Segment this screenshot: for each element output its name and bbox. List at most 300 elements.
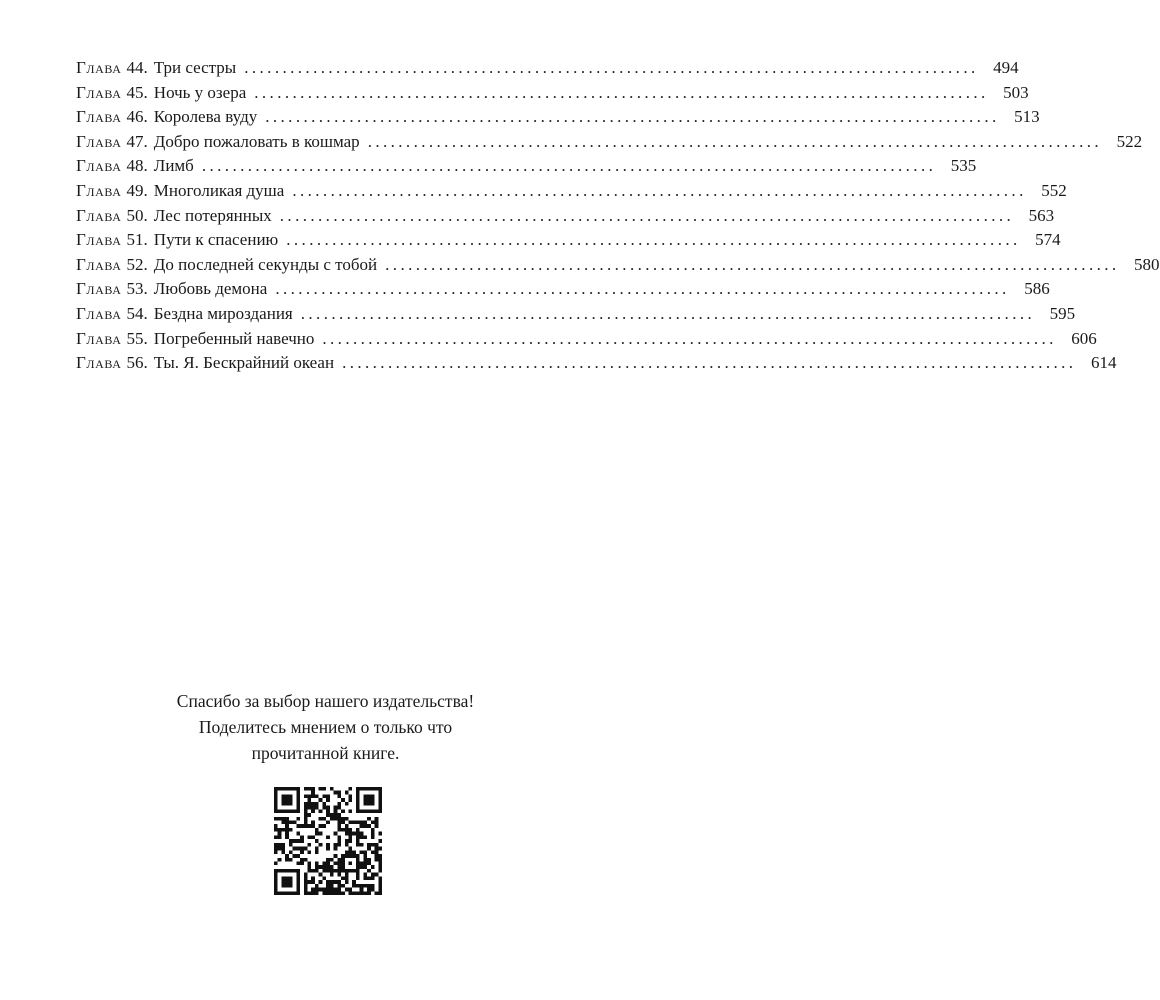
qr-module bbox=[274, 861, 278, 865]
qr-module bbox=[378, 880, 382, 884]
qr-module bbox=[322, 802, 326, 806]
chapter-separator: . bbox=[143, 254, 148, 274]
qr-module bbox=[378, 861, 382, 865]
qr-module bbox=[319, 832, 323, 836]
qr-module bbox=[296, 891, 300, 895]
qr-module bbox=[356, 809, 360, 813]
qr-module bbox=[326, 794, 330, 798]
qr-module bbox=[337, 865, 341, 869]
qr-module bbox=[285, 821, 289, 825]
qr-module bbox=[378, 809, 382, 813]
qr-module bbox=[348, 835, 352, 839]
qr-module bbox=[304, 806, 308, 810]
qr-module bbox=[375, 809, 379, 813]
dot-leader: ................................................................................................ bbox=[244, 58, 979, 77]
qr-module bbox=[326, 809, 330, 813]
qr-module bbox=[378, 791, 382, 795]
qr-module bbox=[378, 854, 382, 858]
chapter-label: Глава bbox=[76, 205, 122, 225]
qr-module bbox=[304, 802, 308, 806]
qr-module bbox=[308, 891, 312, 895]
toc-entry[interactable] bbox=[76, 179, 1067, 204]
qr-module bbox=[281, 880, 285, 884]
qr-module bbox=[345, 873, 349, 877]
qr-module bbox=[289, 828, 293, 832]
qr-module bbox=[304, 858, 308, 862]
chapter-label: Глава bbox=[76, 254, 122, 274]
qr-module bbox=[378, 847, 382, 851]
qr-module bbox=[341, 869, 345, 873]
page-number: 535 bbox=[950, 156, 977, 176]
qr-module bbox=[315, 806, 319, 810]
qr-module bbox=[315, 847, 319, 851]
qr-module bbox=[348, 839, 352, 843]
qr-module bbox=[285, 869, 289, 873]
toc-entry[interactable] bbox=[76, 327, 1097, 352]
qr-module bbox=[293, 821, 297, 825]
qr-module bbox=[356, 791, 360, 795]
qr-module bbox=[363, 794, 367, 798]
qr-module bbox=[281, 850, 285, 854]
qr-module bbox=[278, 817, 282, 821]
chapter-label: Глава bbox=[76, 131, 122, 151]
qr-module bbox=[308, 861, 312, 865]
qr-module bbox=[289, 843, 293, 847]
qr-module bbox=[300, 861, 304, 865]
qr-module bbox=[363, 891, 367, 895]
dot-leader: ................................................................................................ bbox=[279, 205, 1015, 225]
qr-module bbox=[356, 794, 360, 798]
toc-entry[interactable] bbox=[76, 105, 1040, 130]
toc-entry[interactable] bbox=[76, 204, 1055, 229]
qr-module bbox=[345, 854, 349, 858]
qr-module bbox=[304, 876, 308, 880]
toc-entry[interactable] bbox=[76, 154, 977, 179]
qr-module bbox=[296, 791, 300, 795]
qr-module bbox=[378, 884, 382, 888]
qr-module bbox=[330, 865, 334, 869]
qr-module bbox=[281, 821, 285, 825]
dot-leader: ................................................................................................ bbox=[254, 82, 989, 102]
qr-module bbox=[322, 817, 326, 821]
qr-module bbox=[352, 854, 356, 858]
qr-module bbox=[363, 835, 367, 839]
chapter-separator: . bbox=[143, 131, 148, 151]
qr-module bbox=[367, 861, 371, 865]
qr-module bbox=[289, 821, 293, 825]
qr-module bbox=[296, 817, 300, 821]
qr-module bbox=[371, 835, 375, 839]
chapter-separator: . bbox=[143, 303, 148, 323]
qr-module bbox=[300, 839, 304, 843]
toc-entry[interactable] bbox=[76, 253, 1160, 278]
qr-module bbox=[304, 891, 308, 895]
qr-module bbox=[308, 806, 312, 810]
toc-entry[interactable] bbox=[76, 130, 1143, 155]
qr-module bbox=[278, 843, 282, 847]
qr-module bbox=[337, 873, 341, 877]
qr-module bbox=[363, 798, 367, 802]
qr-module bbox=[334, 888, 338, 892]
qr-module bbox=[360, 787, 364, 791]
qr-module bbox=[289, 798, 293, 802]
qr-module bbox=[315, 884, 319, 888]
qr-module bbox=[345, 828, 349, 832]
qr-module bbox=[375, 850, 379, 854]
qr-module bbox=[341, 858, 345, 862]
qr-module bbox=[337, 858, 341, 862]
qr-module bbox=[281, 828, 285, 832]
qr-module bbox=[356, 835, 360, 839]
qr-module bbox=[341, 861, 345, 865]
qr-module bbox=[319, 817, 323, 821]
qr-module bbox=[293, 854, 297, 858]
qr-module bbox=[334, 817, 338, 821]
qr-module bbox=[308, 865, 312, 869]
qr-module bbox=[371, 865, 375, 869]
toc-entry[interactable] bbox=[76, 277, 1050, 302]
chapter-number: 55 bbox=[126, 328, 144, 348]
chapter-label: Глава bbox=[76, 303, 122, 323]
qr-module bbox=[337, 880, 341, 884]
qr-module bbox=[300, 850, 304, 854]
qr-module bbox=[315, 802, 319, 806]
chapter-number: 54 bbox=[126, 303, 144, 323]
qr-module bbox=[319, 787, 323, 791]
qr-module bbox=[278, 847, 282, 851]
qr-module bbox=[274, 880, 278, 884]
qr-module bbox=[311, 824, 315, 828]
qr-module bbox=[315, 865, 319, 869]
qr-module bbox=[274, 824, 278, 828]
qr-module bbox=[296, 880, 300, 884]
page-number: 552 bbox=[1041, 180, 1067, 200]
qr-module bbox=[334, 806, 338, 810]
qr-module bbox=[341, 865, 345, 869]
qr-module bbox=[278, 835, 282, 839]
qr-module bbox=[285, 817, 289, 821]
toc-entry[interactable] bbox=[76, 351, 1117, 376]
qr-module bbox=[363, 802, 367, 806]
qr-module bbox=[289, 884, 293, 888]
qr-module bbox=[348, 861, 352, 865]
qr-module bbox=[375, 824, 379, 828]
page-number: 614 bbox=[1090, 353, 1117, 373]
qr-module bbox=[289, 880, 293, 884]
qr-module bbox=[289, 794, 293, 798]
qr-module bbox=[278, 828, 282, 832]
qr-module bbox=[274, 817, 278, 821]
chapter-number: 44 bbox=[126, 58, 144, 77]
qr-module bbox=[334, 880, 338, 884]
qr-module bbox=[281, 787, 285, 791]
qr-module bbox=[308, 813, 312, 817]
chapter-number: 48 bbox=[126, 156, 144, 176]
qr-module bbox=[334, 847, 338, 851]
qr-module bbox=[345, 824, 349, 828]
qr-module bbox=[360, 850, 364, 854]
qr-module bbox=[278, 869, 282, 873]
qr-module bbox=[356, 828, 360, 832]
qr-module bbox=[360, 809, 364, 813]
qr-module bbox=[348, 891, 352, 895]
thank-you-line-1: Спасибо за выбор нашего издательства! bbox=[176, 691, 475, 711]
chapter-separator: . bbox=[143, 58, 148, 77]
qr-module bbox=[337, 824, 341, 828]
qr-module bbox=[281, 843, 285, 847]
qr-module bbox=[356, 884, 360, 888]
qr-module bbox=[352, 884, 356, 888]
qr-module bbox=[285, 880, 289, 884]
qr-module bbox=[356, 821, 360, 825]
qr-module bbox=[293, 809, 297, 813]
qr-module bbox=[311, 791, 315, 795]
qr-module bbox=[315, 794, 319, 798]
qr-module bbox=[356, 861, 360, 865]
qr-module bbox=[304, 794, 308, 798]
qr-module bbox=[319, 873, 323, 877]
qr-module bbox=[378, 787, 382, 791]
qr-module bbox=[326, 843, 330, 847]
chapter-separator: . bbox=[143, 205, 148, 225]
qr-module bbox=[308, 869, 312, 873]
chapter-label: Глава bbox=[76, 353, 122, 373]
qr-module bbox=[300, 835, 304, 839]
qr-module bbox=[278, 787, 282, 791]
qr-module bbox=[337, 802, 341, 806]
chapter-separator: . bbox=[143, 279, 148, 299]
qr-module bbox=[363, 873, 367, 877]
qr-module bbox=[345, 880, 349, 884]
qr-module bbox=[326, 821, 330, 825]
qr-module bbox=[285, 824, 289, 828]
qr-module bbox=[334, 813, 338, 817]
chapter-number: 56 bbox=[126, 353, 144, 373]
qr-module bbox=[363, 876, 367, 880]
chapter-label: Глава bbox=[76, 230, 122, 250]
chapter-title: До последней секунды с тобой bbox=[153, 254, 378, 274]
toc-entry[interactable] bbox=[76, 302, 1076, 327]
qr-module bbox=[274, 791, 278, 795]
qr-module bbox=[356, 858, 360, 862]
qr-module bbox=[311, 802, 315, 806]
qr-module bbox=[274, 850, 278, 854]
qr-module bbox=[367, 794, 371, 798]
qr-module bbox=[281, 798, 285, 802]
qr-module bbox=[274, 876, 278, 880]
qr-module bbox=[274, 847, 278, 851]
qr-module bbox=[285, 858, 289, 862]
qr-module bbox=[274, 884, 278, 888]
qr-module bbox=[293, 847, 297, 851]
qr-module bbox=[315, 891, 319, 895]
page-number: 586 bbox=[1024, 279, 1050, 299]
qr-module bbox=[296, 794, 300, 798]
qr-module bbox=[345, 832, 349, 836]
dot-leader: ................................................................................................ bbox=[292, 180, 1027, 200]
qr-module bbox=[378, 794, 382, 798]
qr-module bbox=[356, 876, 360, 880]
qr-module bbox=[330, 880, 334, 884]
qr-module bbox=[371, 876, 375, 880]
qr-module bbox=[341, 854, 345, 858]
dot-leader: ................................................................................................ bbox=[342, 353, 1077, 373]
qr-module bbox=[285, 798, 289, 802]
qr-module bbox=[289, 876, 293, 880]
qr-module bbox=[334, 832, 338, 836]
qr-module bbox=[360, 865, 364, 869]
qr-module bbox=[375, 873, 379, 877]
qr-module bbox=[348, 828, 352, 832]
qr-module bbox=[378, 888, 382, 892]
qr-module bbox=[289, 787, 293, 791]
qr-module bbox=[360, 891, 364, 895]
qr-module bbox=[367, 876, 371, 880]
thank-you-message bbox=[0, 688, 651, 766]
qr-module bbox=[304, 888, 308, 892]
qr-module bbox=[319, 824, 323, 828]
qr-module bbox=[348, 794, 352, 798]
qr-module bbox=[367, 798, 371, 802]
qr-module bbox=[289, 891, 293, 895]
qr-code-icon[interactable] bbox=[274, 787, 382, 895]
chapter-title: Добро пожаловать в кошмар bbox=[153, 131, 360, 151]
qr-module bbox=[348, 850, 352, 854]
chapter-title: Бездна мироздания bbox=[153, 303, 293, 323]
qr-module bbox=[341, 876, 345, 880]
qr-module bbox=[319, 843, 323, 847]
qr-module bbox=[341, 809, 345, 813]
qr-module bbox=[348, 821, 352, 825]
qr-module bbox=[293, 869, 297, 873]
qr-module bbox=[348, 847, 352, 851]
qr-module bbox=[311, 869, 315, 873]
qr-module bbox=[311, 787, 315, 791]
qr-module bbox=[311, 806, 315, 810]
chapter-separator: . bbox=[143, 107, 148, 127]
qr-module bbox=[274, 828, 278, 832]
qr-module bbox=[274, 888, 278, 892]
qr-module bbox=[337, 891, 341, 895]
qr-module bbox=[311, 809, 315, 813]
qr-module bbox=[345, 802, 349, 806]
qr-module bbox=[363, 850, 367, 854]
qr-module bbox=[308, 787, 312, 791]
qr-module bbox=[363, 865, 367, 869]
qr-module bbox=[330, 869, 334, 873]
qr-module bbox=[285, 854, 289, 858]
qr-module bbox=[274, 794, 278, 798]
qr-module bbox=[281, 847, 285, 851]
qr-module bbox=[296, 806, 300, 810]
qr-module bbox=[308, 843, 312, 847]
qr-module bbox=[281, 869, 285, 873]
chapter-label: Глава bbox=[76, 328, 122, 348]
qr-module bbox=[311, 880, 315, 884]
qr-module bbox=[285, 794, 289, 798]
chapter-separator: . bbox=[143, 180, 148, 200]
qr-module bbox=[334, 869, 338, 873]
page-number: 606 bbox=[1071, 328, 1097, 348]
qr-module bbox=[296, 884, 300, 888]
qr-module bbox=[360, 821, 364, 825]
qr-module bbox=[304, 884, 308, 888]
qr-module bbox=[300, 847, 304, 851]
dot-leader: ................................................................................................ bbox=[300, 303, 1036, 323]
qr-module bbox=[341, 828, 345, 832]
qr-module bbox=[308, 850, 312, 854]
qr-module bbox=[337, 839, 341, 843]
qr-module bbox=[281, 876, 285, 880]
qr-module bbox=[274, 809, 278, 813]
qr-module bbox=[296, 809, 300, 813]
qr-module bbox=[293, 891, 297, 895]
qr-module bbox=[304, 817, 308, 821]
chapter-label: Глава bbox=[76, 58, 122, 77]
qr-module bbox=[356, 832, 360, 836]
toc-entry[interactable] bbox=[76, 56, 1019, 81]
qr-module bbox=[315, 832, 319, 836]
toc-entry[interactable] bbox=[76, 81, 1029, 106]
qr-module bbox=[278, 891, 282, 895]
chapter-title: Пути к спасению bbox=[153, 230, 279, 250]
qr-module bbox=[356, 873, 360, 877]
toc-entry[interactable] bbox=[76, 228, 1061, 253]
qr-module bbox=[363, 884, 367, 888]
chapter-number: 49 bbox=[126, 180, 144, 200]
qr-module bbox=[326, 806, 330, 810]
qr-module bbox=[367, 824, 371, 828]
qr-module bbox=[348, 787, 352, 791]
qr-module bbox=[274, 798, 278, 802]
qr-module bbox=[356, 798, 360, 802]
qr-module bbox=[311, 888, 315, 892]
qr-module bbox=[371, 884, 375, 888]
qr-module bbox=[360, 884, 364, 888]
qr-module bbox=[367, 884, 371, 888]
qr-module bbox=[334, 791, 338, 795]
qr-module bbox=[304, 809, 308, 813]
table-of-contents bbox=[76, 56, 1160, 376]
qr-module bbox=[337, 835, 341, 839]
qr-module bbox=[308, 802, 312, 806]
qr-module bbox=[311, 794, 315, 798]
chapter-number: 52 bbox=[126, 254, 144, 274]
qr-module bbox=[315, 888, 319, 892]
qr-module bbox=[356, 854, 360, 858]
qr-module bbox=[304, 824, 308, 828]
qr-module bbox=[367, 843, 371, 847]
chapter-separator: . bbox=[143, 156, 148, 176]
qr-module bbox=[285, 832, 289, 836]
chapter-title: Три сестры bbox=[153, 58, 237, 77]
qr-module bbox=[315, 828, 319, 832]
page-number: 503 bbox=[1003, 82, 1029, 102]
chapter-number: 45 bbox=[126, 82, 144, 102]
qr-module bbox=[289, 809, 293, 813]
qr-module bbox=[345, 876, 349, 880]
chapter-label: Глава bbox=[76, 156, 122, 176]
qr-module bbox=[289, 802, 293, 806]
qr-module bbox=[319, 865, 323, 869]
qr-module bbox=[356, 806, 360, 810]
qr-module bbox=[371, 828, 375, 832]
qr-module bbox=[367, 817, 371, 821]
chapter-separator: . bbox=[143, 82, 148, 102]
dot-leader: ................................................................................................ bbox=[385, 254, 1120, 274]
qr-module bbox=[285, 802, 289, 806]
qr-module bbox=[326, 884, 330, 888]
